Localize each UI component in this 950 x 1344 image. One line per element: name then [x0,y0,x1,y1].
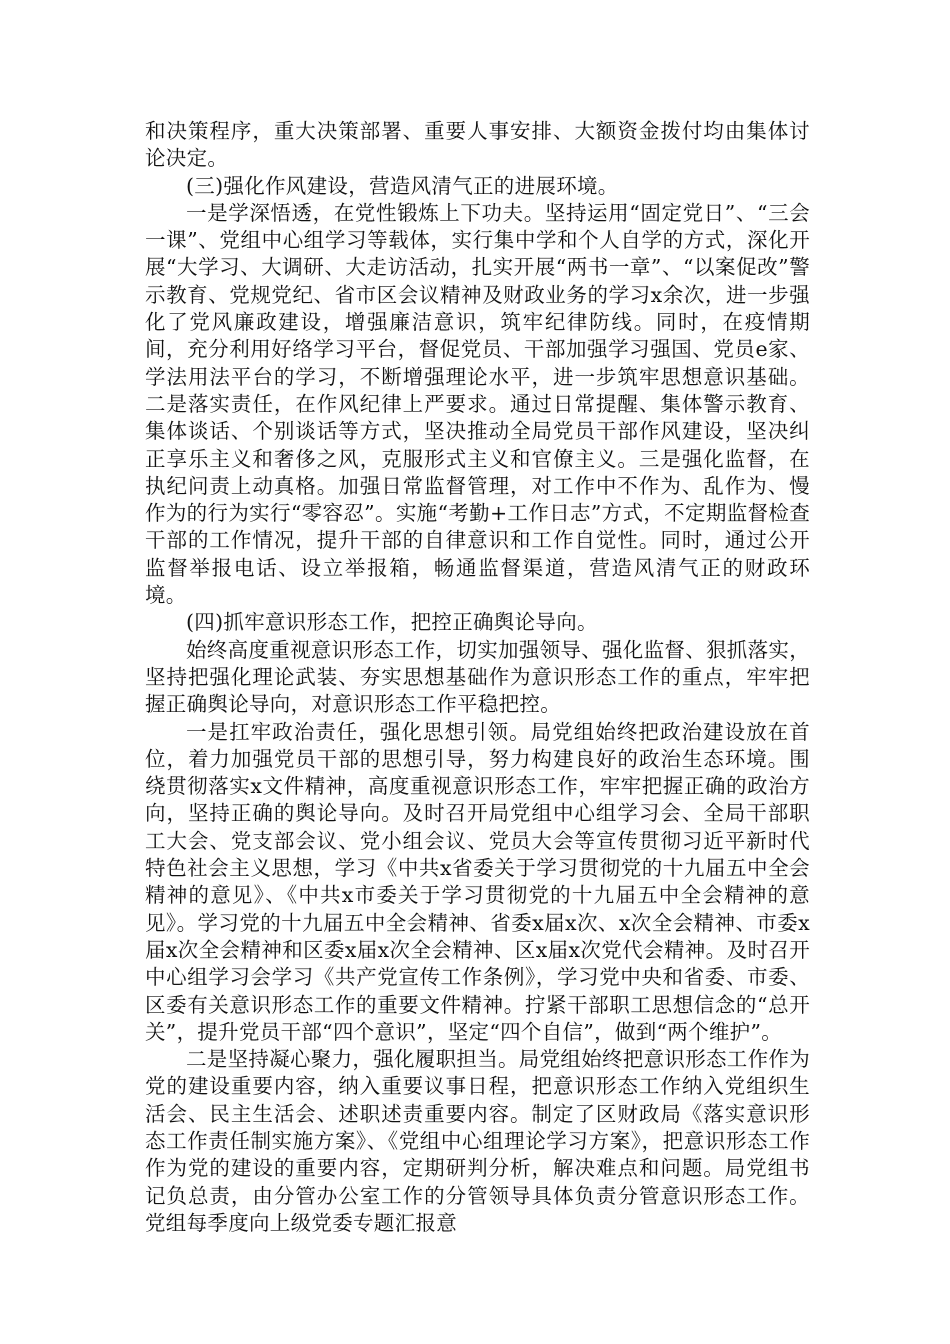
paragraph-political-responsibility: 一是扛牢政治责任，强化思想引领。局党组始终把政治建设放在首位，着力加强党员干部的思想引导，努力构建良好的政治生态环境。围绕贯彻落实x文件精神，高度重视意识形态工作，牢牢把握正确的政治方向，坚持正确的舆论导向。及时召开局党组中心组学习会、全局干部职工大会、党支部会议、党小组会议、党员大会等宣传贯彻习近平新时代特色社会主义思想，学习《中共x省委关于学习贯彻党的十九届五中全会精神的意见》、《中共x市委关于学习贯彻党的十九届五中全会精神的意见》。学习党的十九届五中全会精神、省委x届x次、x次全会精神、市委x届x次全会精神和区委x届x次全会精神、区x届x次党代会精神。及时召开中心组学习会学习《共产党宣传工作条例》，学习党中央和省委、市委、区委有关意识形态工作的重要文件精神。拧紧干部职工思想信念的“总开关”，提升党员干部“四个意识”，坚定“四个自信”，做到“两个维护”。 [145,719,810,1044]
section-heading-ideology: (四)抓牢意识形态工作，把控正确舆论导向。 [186,610,598,635]
paragraph-duty-performance: 二是坚持凝心聚力，强化履职担当。局党组始终把意识形态工作作为党的建设重要内容，纳入重要议事日程，把意识形态工作纳入党组织生活会、民主生活会、述职述责重要内容。制定了区财政局《落实意识形态工作责任制实施方案》、《党组中心组理论学习方案》，把意识形态工作作为党的建设的重要内容，定期研判分析，解决难点和问题。局党组书记负总责，由分管办公室工作的分管领导具体负责分管意识形态工作。党组每季度向上级党委专题汇报意 [145,1047,810,1235]
document-body [145,118,810,1237]
paragraph-ideology-intro: 始终高度重视意识形态工作，切实加强领导、强化监督、狠抓落实，坚持把强化理论武装、夯实思想基础作为意识形态工作的重点，牢牢把握正确舆论导向，对意识形态工作平稳把控。 [145,637,810,717]
paragraph-work-style: 一是学深悟透，在党性锻炼上下功夫。坚持运用“固定党日”、“三会一课”、党组中心组学习等载体，实行集中学和个人自学的方式，深化开展“大学习、大调研、大走访活动，扎实开展“两书一章”、“以案促改”警示教育、党规党纪、省市区会议精神及财政业务的学习x余次，进一步强化了党风廉政建设，增强廉洁意识，筑牢纪律防线。同时，在疫情期间，充分利用好络学习平台，督促党员、干部加强学习强国、党员e家、学法用法平台的学习，不断增强理论水平，进一步筑牢思想意识基础。二是落实责任，在作风纪律上严要求。通过日常提醒、集体警示教育、集体谈话、个别谈话等方式，坚决推动全局党员干部作风建设，坚决纠正享乐主义和奢侈之风，克服形式主义和官僚主义。三是强化监督，在执纪问责上动真格。加强日常监督管理，对工作中不作为、乱作为、慢作为的行为实行“零容忍”。实施“考勤+工作日志”方式，不定期监督检查干部的工作情况，提升干部的自律意识和工作自觉性。同时，通过公开监督举报电话、设立举报箱，畅通监督渠道，营造风清气正的财政环境。 [145,200,810,608]
section-heading-work-style: (三)强化作风建设，营造风清气正的进展环境。 [186,173,619,198]
paragraph-decision-procedure: 和决策程序，重大决策部署、重要人事安排、大额资金拨付均由集体讨论决定。 [145,119,810,171]
